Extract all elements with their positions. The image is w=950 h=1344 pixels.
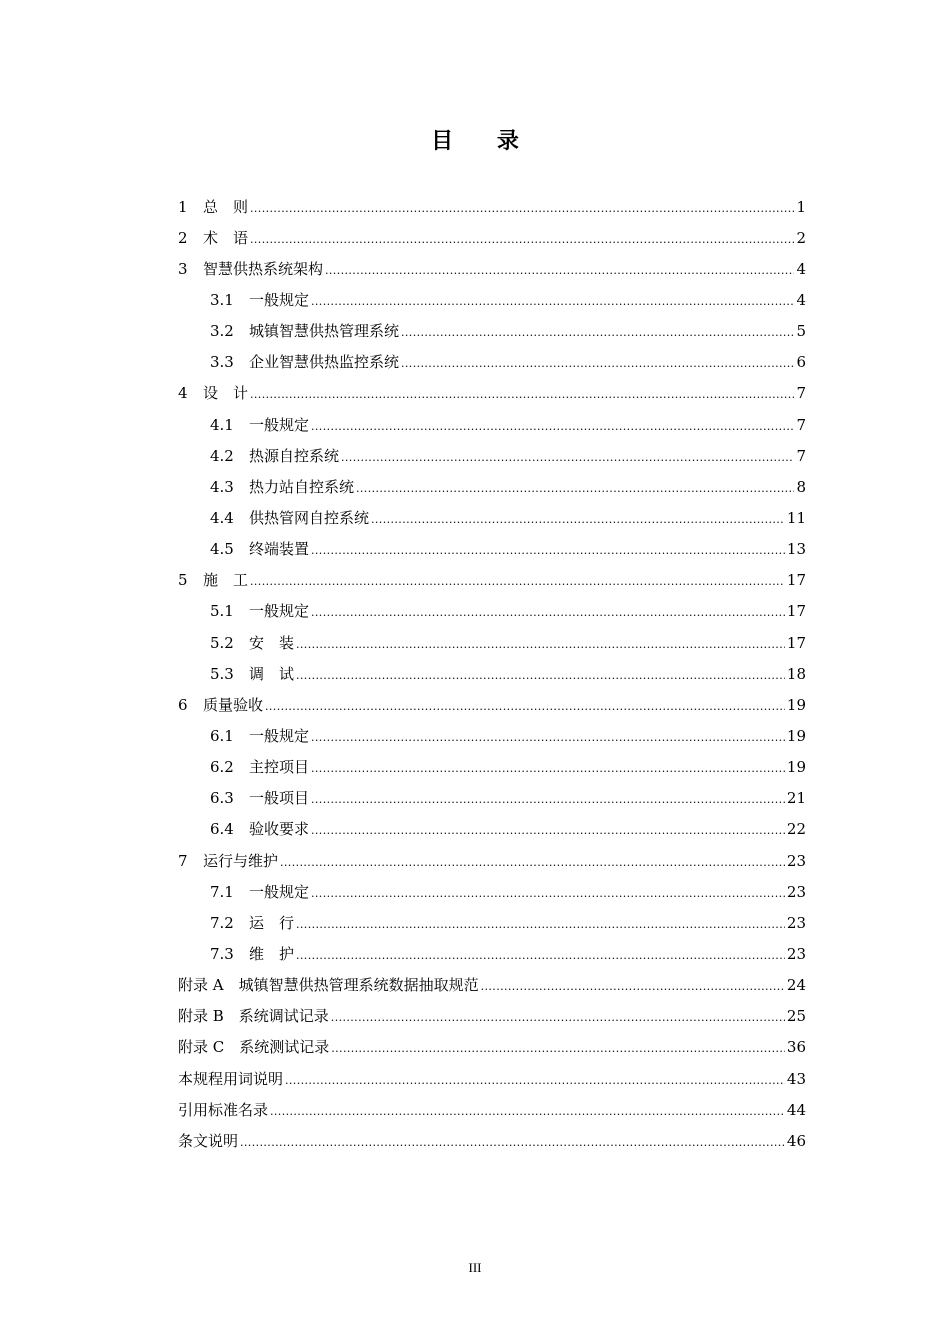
toc-entry-label: 安 装	[249, 633, 295, 652]
toc-entry[interactable]	[178, 689, 806, 720]
toc-leader-dots	[481, 976, 785, 994]
toc-entry-label: 热力站自控系统	[249, 477, 355, 496]
toc-entry-page: 46	[786, 1131, 806, 1150]
toc-leader-dots	[240, 1132, 785, 1150]
toc-entry-number: 3	[178, 259, 188, 278]
toc-leader-dots	[331, 1038, 785, 1056]
toc-entry-number: 4.5	[210, 540, 234, 559]
toc-entry-label: 施 工	[203, 571, 249, 590]
toc-entry-number: 2	[178, 228, 188, 247]
toc-entry-page: 8	[796, 477, 806, 496]
page-number-footer: III	[468, 1260, 482, 1275]
toc-leader-dots	[280, 852, 785, 870]
toc-entry-number: 7.3	[210, 944, 234, 963]
toc-entry[interactable]	[178, 409, 806, 440]
toc-entry-label: 供热管网自控系统	[249, 508, 370, 527]
toc-entry-page: 19	[786, 695, 806, 714]
toc-entry[interactable]	[178, 938, 806, 969]
toc-entry-label: 企业智慧供热监控系统	[249, 353, 400, 372]
toc-entry-number: 4.3	[210, 477, 234, 496]
toc-entry-number: 4.2	[210, 446, 234, 465]
toc-leader-dots	[311, 291, 794, 309]
toc-entry-label: 智慧供热系统架构	[203, 259, 324, 278]
toc-entry-page: 23	[786, 913, 806, 932]
toc-entry-label: 附录 C 系统测试记录	[178, 1038, 330, 1057]
toc-entry-label: 本规程用词说明	[178, 1069, 284, 1088]
toc-entry-label: 质量验收	[203, 695, 264, 714]
toc-leader-dots	[265, 696, 785, 714]
toc-entry[interactable]	[178, 1125, 806, 1156]
toc-entry-label: 一般项目	[249, 789, 310, 808]
toc-entry[interactable]	[178, 658, 806, 689]
toc-entry[interactable]	[178, 1063, 806, 1094]
toc-entry[interactable]	[178, 1094, 806, 1125]
toc-entry-page: 7	[796, 384, 806, 403]
toc-entry-label: 热源自控系统	[249, 446, 340, 465]
toc-entry-label: 城镇智慧供热管理系统	[249, 322, 400, 341]
toc-entry-number: 5.3	[210, 664, 234, 683]
toc-entry-label: 一般规定	[249, 882, 310, 901]
toc-leader-dots	[296, 665, 785, 683]
toc-entry-page: 17	[786, 602, 806, 621]
toc-entry-page: 21	[786, 789, 806, 808]
toc-entry[interactable]	[178, 534, 806, 565]
toc-entry-label: 一般规定	[249, 726, 310, 745]
toc-entry[interactable]	[178, 471, 806, 502]
toc-entry[interactable]	[178, 876, 806, 907]
toc-entry-label: 条文说明	[178, 1131, 239, 1150]
toc-entry-number: 7.2	[210, 913, 234, 932]
toc-entry[interactable]	[178, 222, 806, 253]
toc-entry[interactable]	[178, 502, 806, 533]
toc-leader-dots	[311, 727, 785, 745]
toc-entry[interactable]	[178, 783, 806, 814]
toc-entry-label: 一般规定	[249, 290, 310, 309]
toc-entry-label: 一般规定	[249, 602, 310, 621]
toc-entry-page: 11	[786, 508, 806, 527]
toc-entry-label: 运行与维护	[203, 851, 279, 870]
toc-entry-page: 2	[796, 228, 806, 247]
toc-entry-number: 4.4	[210, 508, 234, 527]
toc-leader-dots	[311, 758, 785, 776]
toc-leader-dots	[296, 634, 785, 652]
toc-entry-page: 43	[786, 1069, 806, 1088]
table-of-contents	[178, 191, 806, 1156]
toc-entry-page: 5	[796, 322, 806, 341]
toc-entry-label: 附录 A 城镇智慧供热管理系统数据抽取规范	[178, 976, 479, 995]
toc-entry-number: 5.1	[210, 602, 234, 621]
toc-leader-dots	[311, 820, 785, 838]
toc-entry-label: 调 试	[249, 664, 295, 683]
toc-entry-label: 终端装置	[249, 540, 310, 559]
toc-entry-page: 18	[786, 664, 806, 683]
toc-leader-dots	[325, 260, 794, 278]
toc-entry-page: 6	[796, 353, 806, 372]
toc-entry-page: 17	[786, 571, 806, 590]
toc-entry-number: 6.3	[210, 789, 234, 808]
toc-entry-label: 运 行	[249, 913, 295, 932]
toc-entry-page: 7	[796, 415, 806, 434]
toc-entry-label: 维 护	[249, 944, 295, 963]
toc-entry-page: 22	[786, 820, 806, 839]
toc-entry-page: 36	[786, 1038, 806, 1057]
toc-entry-label: 附录 B 系统调试记录	[178, 1007, 329, 1026]
toc-leader-dots	[311, 883, 785, 901]
toc-entry[interactable]	[178, 1001, 806, 1032]
toc-entry-page: 23	[786, 851, 806, 870]
toc-entry-label: 引用标准名录	[178, 1100, 269, 1119]
toc-entry-page: 17	[786, 633, 806, 652]
toc-entry-page: 25	[786, 1007, 806, 1026]
toc-entry-number: 6.2	[210, 758, 234, 777]
toc-entry[interactable]	[178, 316, 806, 347]
toc-entry-number: 4	[178, 384, 188, 403]
toc-entry-label: 设 计	[203, 384, 249, 403]
toc-leader-dots	[250, 571, 785, 589]
toc-entry-page: 44	[786, 1100, 806, 1119]
toc-entry-label: 总 则	[203, 197, 249, 216]
toc-entry-number: 7	[178, 851, 188, 870]
toc-entry-page: 7	[796, 446, 806, 465]
toc-entry-page: 4	[796, 290, 806, 309]
toc-leader-dots	[311, 416, 794, 434]
toc-leader-dots	[296, 945, 785, 963]
toc-leader-dots	[250, 198, 794, 216]
toc-entry-number: 4.1	[210, 415, 234, 434]
page-title: 目 录	[431, 129, 537, 154]
toc-entry-number: 7.1	[210, 882, 234, 901]
toc-leader-dots	[250, 229, 794, 247]
toc-leader-dots	[296, 914, 785, 932]
toc-entry-page: 23	[786, 882, 806, 901]
toc-entry[interactable]	[178, 627, 806, 658]
toc-entry[interactable]	[178, 347, 806, 378]
toc-entry-page: 19	[786, 758, 806, 777]
toc-entry-number: 3.3	[210, 353, 234, 372]
toc-entry[interactable]	[178, 970, 806, 1001]
toc-entry-page: 1	[796, 197, 806, 216]
toc-entry[interactable]	[178, 284, 806, 315]
toc-entry[interactable]	[178, 752, 806, 783]
toc-entry-label: 验收要求	[249, 820, 310, 839]
toc-leader-dots	[401, 353, 794, 371]
toc-entry[interactable]	[178, 814, 806, 845]
toc-leader-dots	[270, 1101, 785, 1119]
toc-entry-number: 5.2	[210, 633, 234, 652]
toc-entry-label: 术 语	[203, 228, 249, 247]
toc-leader-dots	[250, 384, 794, 402]
toc-leader-dots	[371, 509, 785, 527]
toc-entry-page: 13	[786, 540, 806, 559]
toc-entry[interactable]	[178, 907, 806, 938]
toc-leader-dots	[401, 322, 794, 340]
toc-leader-dots	[311, 602, 785, 620]
toc-entry-page: 23	[786, 944, 806, 963]
toc-entry-number: 3.2	[210, 322, 234, 341]
toc-entry-page: 24	[786, 976, 806, 995]
toc-entry[interactable]	[178, 565, 806, 596]
toc-entry[interactable]	[178, 253, 806, 284]
toc-entry-label: 一般规定	[249, 415, 310, 434]
toc-entry-page: 4	[796, 259, 806, 278]
toc-entry-number: 6.4	[210, 820, 234, 839]
toc-leader-dots	[311, 540, 785, 558]
toc-leader-dots	[285, 1070, 785, 1088]
toc-entry-number: 6	[178, 695, 188, 714]
toc-entry[interactable]	[178, 1032, 806, 1063]
toc-entry-number: 6.1	[210, 726, 234, 745]
toc-entry-number: 1	[178, 197, 188, 216]
toc-leader-dots	[311, 789, 785, 807]
toc-entry-number: 3.1	[210, 290, 234, 309]
toc-entry[interactable]	[178, 378, 806, 409]
toc-entry-label: 主控项目	[249, 758, 310, 777]
toc-leader-dots	[331, 1007, 785, 1025]
toc-entry[interactable]	[178, 440, 806, 471]
toc-entry-number: 5	[178, 571, 188, 590]
toc-leader-dots	[341, 447, 794, 465]
toc-entry[interactable]	[178, 596, 806, 627]
toc-entry-page: 19	[786, 726, 806, 745]
toc-entry[interactable]	[178, 720, 806, 751]
toc-leader-dots	[356, 478, 794, 496]
toc-entry[interactable]	[178, 845, 806, 876]
toc-entry[interactable]	[178, 191, 806, 222]
